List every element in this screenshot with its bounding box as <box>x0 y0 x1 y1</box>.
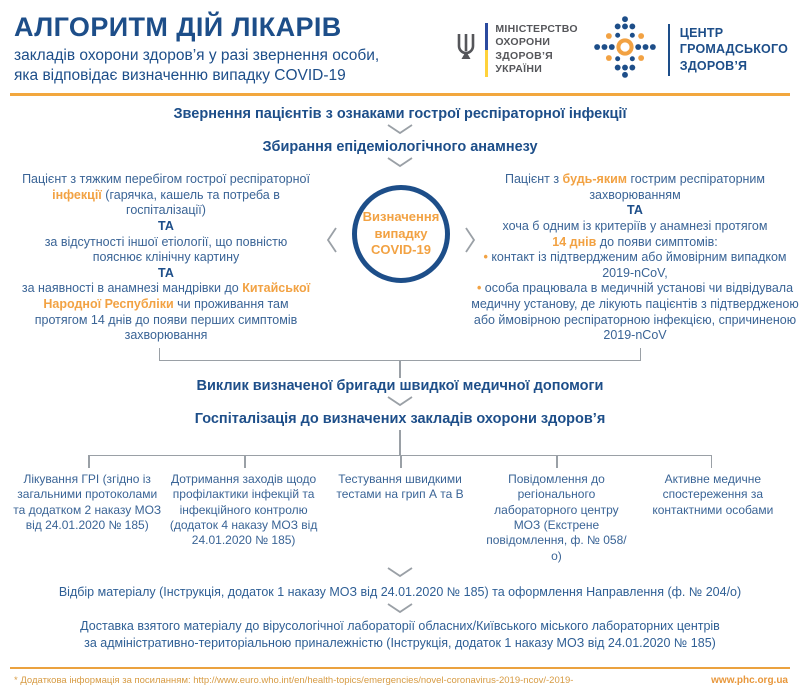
subtitle-line-2: яка відповідає визначенню випадку COVID-19 <box>14 67 346 85</box>
moz-line: УКРАЇНИ <box>495 62 543 75</box>
header <box>0 0 800 93</box>
page-title: АЛГОРИТМ ДІЙ ЛІКАРІВ <box>14 12 342 42</box>
public-health-center-logo <box>592 14 788 85</box>
severe-case-text: Пацієнт з тяжким перебігом гострої респіраторної інфекції (гарячка, кашель та потреба в госпіталізації) ТА за відсутності іншої етіології, що повністю пояснює клінічну картину ТА за наявності в анамнезі мандрівки до Китайської Народної Республіки чи проживання там протягом 14 днів до появи перших симптомів захворювання <box>21 172 311 343</box>
phc-dots-icon <box>592 14 658 85</box>
connector-five-branch <box>88 455 712 468</box>
footer-divider <box>10 667 790 669</box>
any-ari-criteria <box>470 170 800 346</box>
connector-stub <box>399 361 401 378</box>
footnote-link[interactable]: * Додаткова інформація за посиланням: http://www.euro.who.int/en/health-topics/emergencies/novel-coronavirus-2019-ncov/-2019- <box>14 675 574 686</box>
chevron-down-icon <box>387 603 413 614</box>
phc-logo-text <box>680 25 788 74</box>
flow-step-ambulance: Виклик визначеної бригади швидкої медичної допомоги <box>196 378 604 394</box>
header-divider <box>10 93 790 96</box>
column-infection-control: Дотримання заходів щодо профілактики інфекцій та інфекційного контролю (додаток 4 наказу МОЗ від 24.01.2020 № 185) <box>169 472 318 548</box>
ukraine-flag-bar <box>485 23 488 77</box>
trident-icon <box>454 32 478 67</box>
connector-converge <box>159 348 641 361</box>
flow-step-anamnesis: Збирання епідеміологічного анамнезу <box>262 139 538 155</box>
chevron-down-icon <box>387 567 413 578</box>
chevron-down-icon <box>387 124 413 135</box>
phc-line: ГРОМАДСЬКОГО <box>679 42 788 57</box>
phc-website-link[interactable]: www.phc.org.ua <box>711 675 788 686</box>
moz-logo-text <box>495 23 577 76</box>
branch-stub <box>556 456 558 468</box>
footer <box>14 675 788 686</box>
moz-line: МІНІСТЕРСТВО <box>495 23 578 36</box>
any-ari-text: Пацієнт з будь-яким гострим респіраторним захворюванням ТА хоча б одним із критеріїв у анамнезі протягом 14 днів до появи симптомів: • контакт із підтвердженим або ймовірним випадком 2019-nCoV, • особа працювала в медичній установі чи відвідувала медичну установу, де лікують пацієнтів з підтвердженою або ймовірною респіраторною інфекцією, спричиненою 2019-nCoV <box>471 172 799 343</box>
action-columns <box>9 472 791 564</box>
subtitle-line-1: закладів охорони здоров’я у разі звернення особи, <box>14 47 380 65</box>
case-definition-row <box>0 170 800 346</box>
flow-step-sampling: Відбір матеріалу (Інструкція, додаток 1 наказу МОЗ від 24.01.2020 № 185) та оформлення Направлення (ф. № 204/о) <box>58 585 742 600</box>
branch-stub <box>400 456 402 468</box>
title-block <box>14 10 454 87</box>
column-rapid-tests: Тестування швидкими тестами на грип А та В <box>336 472 464 502</box>
covid-case-definition-circle: Визначення випадку COVID-19 <box>352 185 450 283</box>
phc-line: ЗДОРОВ’Я <box>679 58 748 73</box>
branch-stub <box>244 456 246 468</box>
flow-step-referral: Звернення пацієнтів з ознаками гострої респіраторної інфекції <box>173 106 627 122</box>
severe-case-criteria <box>0 170 332 346</box>
chevron-right-icon <box>464 226 476 259</box>
chevron-down-icon <box>387 396 413 407</box>
ministry-of-health-logo <box>454 23 577 77</box>
page-subtitle <box>14 46 454 86</box>
column-lab-notification: Повідомлення до регіонального лабораторного центру МОЗ (Екстрене повідомлення, ф. № 058/о) <box>486 472 627 563</box>
column-treatment: Лікування ГРІ (згідно із загальними протоколами та додатком 2 наказу МОЗ від 24.01.2020 № 185) <box>13 472 162 533</box>
flow-step-delivery: Доставка взятого матеріалу до вірусологічної лабораторії обласних/Київського міського лабораторних центрів за адміністративно-територіальною приналежністю (Інструкція, додаток 1 наказу МОЗ від 24.01.2020 № 185) <box>80 619 720 650</box>
branch-stub <box>711 456 713 468</box>
chevron-left-icon <box>326 226 338 259</box>
flow-step-hospitalization: Госпіталізація до визначених закладів охорони здоров’я <box>194 411 606 427</box>
chevron-down-icon <box>387 157 413 168</box>
moz-line: ЗДОРОВ’Я <box>495 49 554 62</box>
logos <box>454 14 788 85</box>
connector-stub <box>399 430 401 455</box>
phc-line: ЦЕНТР <box>679 26 724 41</box>
branch-stub <box>88 456 90 468</box>
column-contact-observation: Активне медичне спостереження за контактними особами <box>652 472 774 517</box>
case-definition-center <box>332 170 470 346</box>
moz-line: ОХОРОНИ <box>495 36 551 49</box>
logo-divider <box>668 24 670 76</box>
